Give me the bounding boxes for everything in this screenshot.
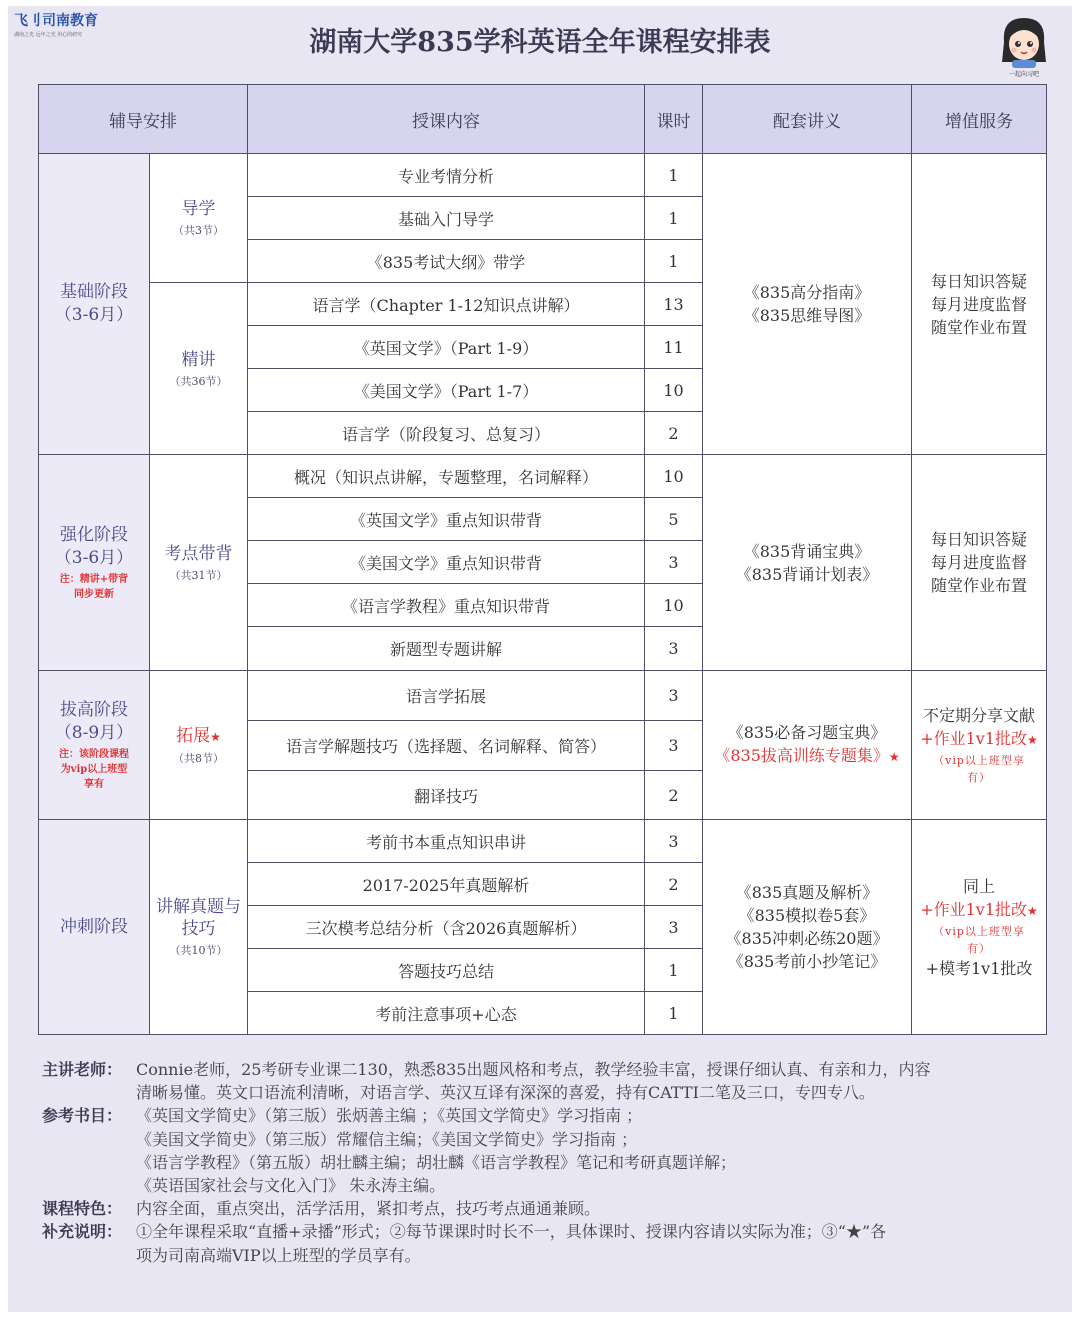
lesson-hours: 1 <box>645 197 703 240</box>
books-section: 参考书目： 《英国文学简史》（第三版）张炳善主编 ；《英国文学简史》学习指南 ； 《美国文学简史》（第三版）常耀信主编；《美国文学简史》学习指南 ； 《语言学教程》（第五版）胡壮麟主编；胡壮麟《语言学教程》笔记和考研真题详解； 《英语国家社会与文化入门》 朱永涛主编。 <box>42 1106 737 1196</box>
lesson-content: 2017-2025年真题解析 <box>248 863 645 906</box>
lesson-hours: 3 <box>645 721 703 771</box>
lesson-content: 《美国文学》重点知识带背 <box>248 541 645 584</box>
header-content: 授课内容 <box>248 85 645 154</box>
lesson-content: 答题技巧总结 <box>248 949 645 992</box>
star-icon: ★ <box>1027 903 1038 918</box>
header-hours: 课时 <box>645 85 703 154</box>
features-section: 课程特色： 内容全面，重点突出，活学活用，紧扣考点，技巧考点通通兼顾。 <box>42 1199 601 1219</box>
services-basic: 每日知识答疑 每月进度监督 随堂作业布置 <box>912 154 1047 455</box>
lesson-hours: 3 <box>645 671 703 721</box>
lesson-content: 语言学解题技巧（选择题、名词解释、简答） <box>248 721 645 771</box>
lesson-hours: 1 <box>645 992 703 1035</box>
lesson-content: 语言学（阶段复习、总复习） <box>248 412 645 455</box>
lesson-content: 《美国文学》（Part 1-7） <box>248 369 645 412</box>
lesson-content: 基础入门导学 <box>248 197 645 240</box>
header-material: 配套讲义 <box>703 85 912 154</box>
header-stage: 辅导安排 <box>39 85 248 154</box>
lesson-content: 专业考情分析 <box>248 154 645 197</box>
lesson-hours: 3 <box>645 820 703 863</box>
group-recite: 考点带背 （共31节） <box>150 455 248 671</box>
lesson-hours: 1 <box>645 154 703 197</box>
lesson-content: 翻译技巧 <box>248 771 645 820</box>
lesson-hours: 3 <box>645 906 703 949</box>
lesson-content: 《英国文学》重点知识带背 <box>248 498 645 541</box>
lesson-hours: 2 <box>645 412 703 455</box>
star-icon: ★ <box>210 729 221 744</box>
lesson-content: 《835考试大纲》带学 <box>248 240 645 283</box>
lesson-hours: 10 <box>645 369 703 412</box>
lesson-hours: 10 <box>645 584 703 627</box>
group-extension: 拓展★ （共8节） <box>150 671 248 820</box>
lesson-hours: 13 <box>645 283 703 326</box>
services-intensive: 每日知识答疑 每月进度监督 随堂作业布置 <box>912 455 1047 671</box>
lesson-hours: 10 <box>645 455 703 498</box>
page-title: 湖南大学835学科英语全年课程安排表 <box>309 27 771 58</box>
teacher-section: 主讲老师： Connie老师，25考研专业课二130，熟悉835出题风格和考点，教学经验丰富，授课仔细认真、有亲和力，内容 清晰易懂。英文口语流利清晰，对语言学、英汉互译有深深的喜爱，持有CATTI二笔及三口，专四专八。 <box>42 1060 931 1103</box>
stage-sprint: 冲刺阶段 <box>39 820 150 1035</box>
lesson-content: 三次模考总结分析（含2026真题解析） <box>248 906 645 949</box>
materials-intensive: 《835背诵宝典》 《835背诵计划表》 <box>703 455 912 671</box>
lesson-hours: 2 <box>645 863 703 906</box>
header-service: 增值服务 <box>912 85 1047 154</box>
group-exam-review: 讲解真题与 技巧 （共10节） <box>150 820 248 1035</box>
materials-basic: 《835高分指南》 《835思维导图》 <box>703 154 912 455</box>
course-notes <box>42 1058 1042 1267</box>
lesson-hours: 1 <box>645 949 703 992</box>
stage-advanced: 拔高阶段 （8-9月） 注：该阶段课程 为vip以上班型 享有 <box>39 671 150 820</box>
lesson-content: 《语言学教程》重点知识带背 <box>248 584 645 627</box>
mascot-caption: 一起向习吧 <box>1008 71 1040 78</box>
lesson-content: 概况（知识点讲解，专题整理，名词解释） <box>248 455 645 498</box>
lesson-hours: 1 <box>645 240 703 283</box>
course-schedule-table <box>38 84 1047 1035</box>
services-sprint: 同上 +作业1v1批改★ （vip以上班型享 有） +模考1v1批改 <box>912 820 1047 1035</box>
group-lecture: 精讲 （共36节） <box>150 283 248 455</box>
services-advanced: 不定期分享文献 +作业1v1批改★ （vip以上班型享 有） <box>912 671 1047 820</box>
lesson-hours: 3 <box>645 541 703 584</box>
materials-sprint: 《835真题及解析》 《835模拟卷5套》 《835冲刺必练20题》 《835考前小抄笔记》 <box>703 820 912 1035</box>
lesson-hours: 2 <box>645 771 703 820</box>
notes-section: 补充说明： ①全年课程采取“直播+录播”形式；②每节课课时时长不一，具体课时、授课内容请以实际为准；③“★”各 项为司南高端VIP以上班型的学员享有。 <box>42 1222 887 1265</box>
star-icon: ★ <box>888 750 900 764</box>
lesson-content: 语言学拓展 <box>248 671 645 721</box>
lesson-content: 考前注意事项+心态 <box>248 992 645 1035</box>
stage-intensive: 强化阶段 （3-6月） 注：精讲+带背 同步更新 <box>39 455 150 671</box>
lesson-hours: 11 <box>645 326 703 369</box>
brand-logo: 飞刂 司南教育 湖南之光 远年之光 用心的研究 <box>14 13 98 38</box>
lesson-content: 语言学（Chapter 1-12知识点讲解） <box>248 283 645 326</box>
lesson-content: 《英国文学》（Part 1-9） <box>248 326 645 369</box>
group-intro: 导学 （共3节） <box>150 154 248 283</box>
lesson-content: 考前书本重点知识串讲 <box>248 820 645 863</box>
materials-advanced: 《835必备习题宝典》 《835拔高训练专题集》★ <box>703 671 912 820</box>
mascot-illustration <box>996 12 1052 78</box>
lesson-hours: 3 <box>645 627 703 671</box>
lesson-content: 新题型专题讲解 <box>248 627 645 671</box>
stage-basic: 基础阶段 （3-6月） <box>39 154 150 455</box>
lesson-hours: 5 <box>645 498 703 541</box>
star-icon: ★ <box>1027 733 1038 747</box>
